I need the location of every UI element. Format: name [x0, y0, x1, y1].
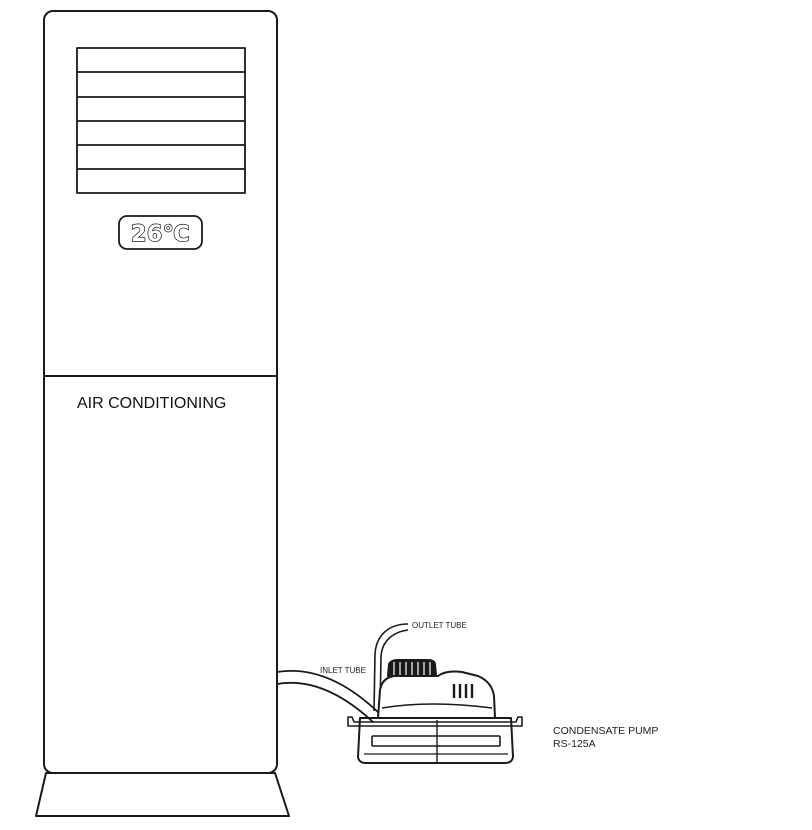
inlet-tube-label: INLET TUBE	[320, 666, 366, 675]
temperature-readout: 26℃	[131, 222, 190, 247]
unit-label: AIR CONDITIONING	[77, 395, 227, 412]
cabinet-base	[36, 773, 289, 816]
air-vent-grille	[77, 48, 245, 193]
cabinet-body	[44, 11, 277, 773]
pump-model-label: RS-125A	[553, 738, 596, 750]
pump-name-label: CONDENSATE PUMP	[553, 725, 659, 737]
pump-reservoir	[358, 718, 513, 763]
inlet-tube	[277, 671, 380, 722]
outlet-tube-label: OUTLET TUBE	[412, 621, 467, 630]
air-conditioner-unit	[36, 11, 289, 816]
pump-motor-housing	[378, 672, 495, 719]
